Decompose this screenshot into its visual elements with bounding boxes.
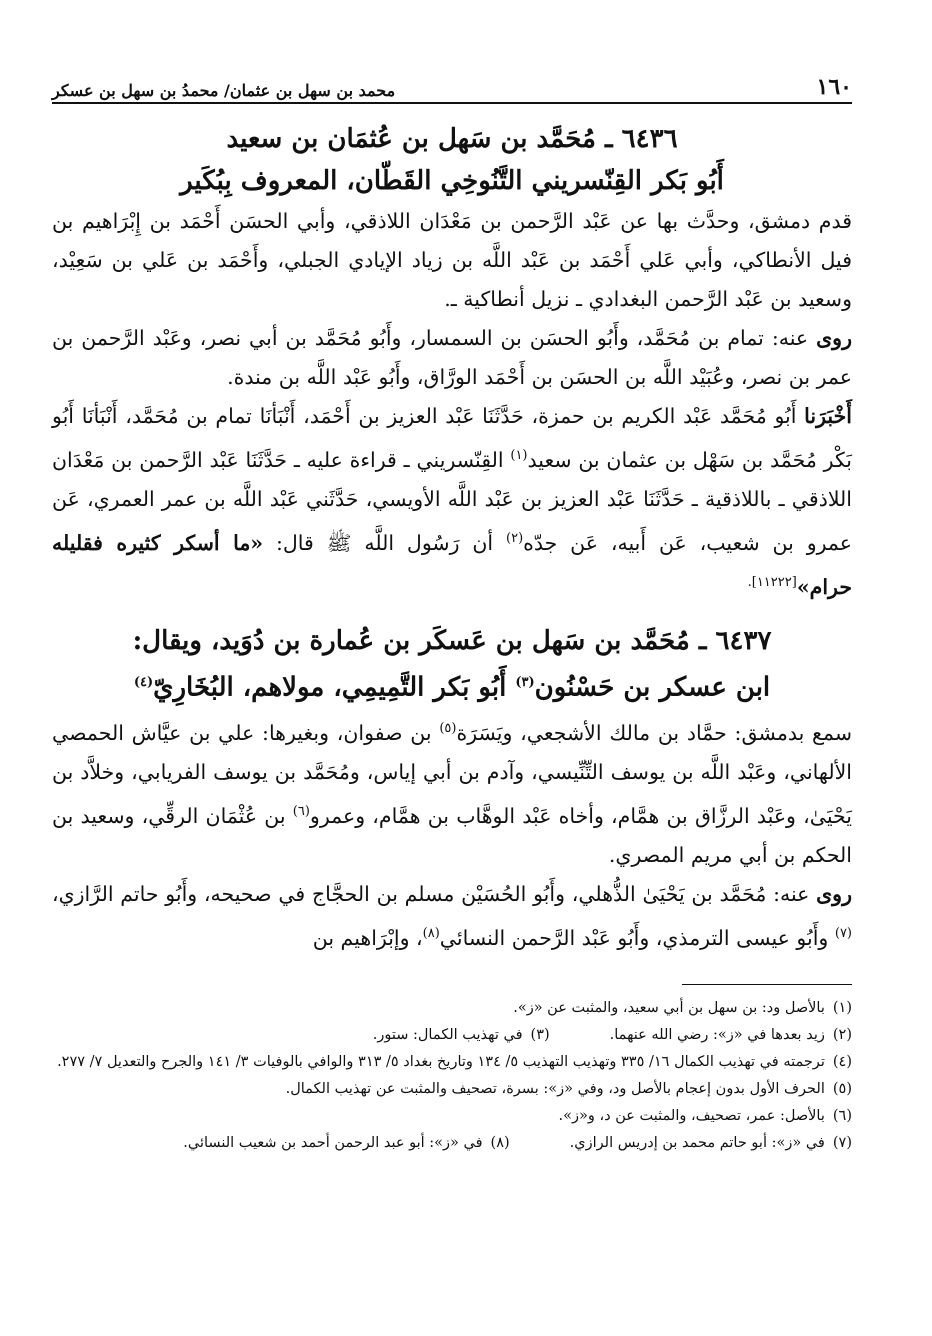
entry-6436-para-isnad: [52, 397, 852, 606]
footnote-ref-5[interactable]: (٥): [439, 721, 457, 737]
footnote-text: بالأصل: عمر، تصحيف، والمثبت عن د، و«ز».: [558, 1107, 825, 1124]
footnote-number: (٥): [832, 1080, 852, 1097]
footnote-1: [52, 995, 852, 1022]
lead-word: روى: [816, 326, 852, 350]
footnote-number: (٨): [490, 1134, 510, 1151]
footnote-text: بالأصل ود: بن سهل بن أبي سعيد، والمثبت عن «ز».: [513, 999, 825, 1016]
para-text: سمع بدمشق: حمَّاد بن مالك الأشجعي، ويَسَرَة: [456, 720, 852, 745]
footnote-text: ترجمته في تهذيب الكمال ١٦/ ٣٣٥ وتهذيب التهذيب ٥/ ١٣٤ وتاريخ بغداد ٥/ ٣١٣ والوافي بالوفيات ٣/ ١٤١ والجرح والتعديل ٧/ ٢٧٧.: [57, 1053, 825, 1070]
footnote-2: [610, 1022, 852, 1049]
page-number: ١٦٠: [816, 74, 852, 100]
footnote-number: (٢): [832, 1026, 852, 1043]
footnote-row: [52, 1130, 852, 1157]
footnote-8: [183, 1130, 509, 1157]
entry-6436-title: [52, 118, 852, 202]
footnote-ref-7[interactable]: (٧): [834, 925, 852, 941]
para-text: عنه: مُحَمَّد بن يَحْيَىٰ الذُّهلي، وأَبُو الحُسَيْن مسلم بن الحجَّاج في صحيحه، وأَبُو حاتم الرَّازي،: [52, 881, 810, 906]
footnote-text: زيد بعدها في «ز»: رضي الله عنهما.: [609, 1026, 825, 1043]
para-text: وأَبُو عيسى الترمذي، وأَبُو عَبْد الرَّحمن النسائي: [439, 925, 829, 950]
para-text: القِنّسريني ـ قراءة عليه ـ حَدَّثَنَا عَبْد الرَّحمن بن مَعْدَان اللاذقي ـ باللاذقية ـ حَدَّثَنَا عَبْد العزيز بن عَبْد اللَّه الأويسي، حَدَّثَني عَبْد اللَّه بن عمر العمري، عَن عمرو بن شعيب، عَن أَبيه، عَن جدّه: [52, 447, 852, 555]
title-part: أَبُو بَكر التَّمِيمِي، مولاهم، البُخَارِيّ: [153, 673, 507, 704]
lead-word: أَخْبَرَنا: [804, 404, 852, 428]
footnote-ref-6[interactable]: (٦): [292, 803, 310, 819]
footnote-separator: [682, 984, 852, 985]
entry-6437-title: [52, 620, 852, 709]
para-text: ، وإبْرَاهيم بن: [312, 925, 423, 950]
para-text: أن رَسُول اللَّه ﷺ قال:: [276, 530, 494, 555]
footnote-number: (٤): [832, 1053, 852, 1070]
para-text: بن عُثْمَان الرقِّي، وسعيد بن الحكم بن أبي مريم المصري.: [52, 803, 852, 867]
footnote-ref-8[interactable]: (٨): [422, 925, 440, 941]
entry-6437-para-narrators: [52, 875, 852, 958]
para-text: أَبُو مُحَمَّد عَبْد الكريم بن حمزة، حَدَّثَنَا عَبْد العزيز بن أَحْمَد، أَنْبَأنَا تمام بن مُحَمَّد، أَنْبَأنَا أَبُو بَكْر مُحَمَّد بن سَهْل بن عثمان بن سعيد: [52, 404, 852, 472]
entry-6436-para-narrators: [52, 319, 852, 397]
footnote-4: [52, 1049, 852, 1076]
page-header: [52, 66, 852, 104]
footnote-ref-2[interactable]: (٢): [506, 530, 524, 546]
footnote-ref-1[interactable]: (١): [510, 448, 528, 463]
lead-word: روى: [816, 881, 852, 906]
footnote-5: [52, 1076, 852, 1103]
entry-6436-title-line1: ٦٤٣٦ ـ مُحَمَّد بن سَهل بن عُثمَان بن سعيد: [226, 124, 678, 154]
footnote-text: في «ز»: أبو حاتم محمد بن إدريس الرازي.: [569, 1134, 825, 1151]
book-page: [52, 66, 852, 1157]
entry-6437-title-line1: ٦٤٣٧ ـ مُحَمَّد بن سَهل بن عَسكَر بن عُمارة بن دُوَيد، ويقال:: [132, 626, 772, 657]
footnote-ref-3[interactable]: (٣): [515, 675, 535, 691]
hadith-number: [١١٢٢٢].: [747, 574, 797, 590]
para-text: بن صفوان، وبغيرها: علي بن عيَّاش الحمصي الألهاني، وعَبْد اللَّه بن يوسف التِّنِّيسي، وآدم بن أبي إياس، ومُحَمَّد بن يوسف الفريابي، وخلاَّد بن يَحْيَىٰ، وعَبْد الرزَّاق بن همَّام، وأخاه عَبْد الوهَّاب بن همَّام، وعمرو: [52, 720, 852, 828]
entry-6437-title-line2: [52, 662, 852, 709]
footnote-text: في «ز»: أبو عبد الرحمن أحمد بن شعيب النسائي.: [183, 1134, 483, 1151]
footnote-7: [570, 1130, 852, 1157]
footnote-number: (٧): [832, 1134, 852, 1151]
footnote-number: (١): [832, 999, 852, 1016]
title-part: ابن عسكر بن حَسْنُون: [534, 673, 771, 704]
entry-6436-para-arrival: قدم دمشق، وحدَّث بها عن عَبْد الرَّحمن بن مَعْدَان اللاذقي، وأبي الحسَن أَحْمَد بن إِبْرَاهيم بن فيل الأنطاكي، وأبي عَلي أَحْمَد بن عَبْد اللَّه بن زياد الإيادي الجبلي، وأَحْمَد بن عَلي بن سَعِيْد، وسعيد بن عَبْد الرَّحمن البغدادي ـ نزيل أنطاكية ـ.: [52, 209, 852, 311]
para-text: عنه: تمام بن مُحَمَّد، وأَبُو الحسَن بن السمسار، وأَبُو مُحَمَّد بن أبي نصر، وعَبْد الرَّحمن بن عمر بن نصر، وعُبَيْد اللَّه بن الحسَن بن أَحْمَد الورَّاق، وأَبُو عَبْد اللَّه بن مندة.: [52, 326, 852, 389]
footnote-3: [373, 1022, 550, 1049]
footnote-6: [52, 1103, 852, 1130]
running-head: محمد بن سهل بن عثمان/ محمدُ بن سهل بن عسكر: [52, 81, 396, 100]
footnote-text: الحرف الأول بدون إعجام بالأصل ود، وفي «ز»: بسرة، تصحيف والمثبت عن تهذيب الكمال.: [285, 1080, 825, 1097]
footnote-row: [52, 1022, 852, 1049]
entry-6437-para-heard: [52, 709, 852, 875]
footnote-number: (٣): [530, 1026, 550, 1043]
footnote-text: في تهذيب الكمال: ستور.: [372, 1026, 523, 1043]
entry-6436-title-line2: أَبُو بَكر القِنّسريني التَّنُوخِي القَطّان، المعروف بِبُكَير: [180, 166, 724, 196]
footnote-ref-4[interactable]: (٤): [133, 675, 154, 691]
footnotes: [52, 995, 852, 1157]
footnote-number: (٦): [832, 1107, 852, 1124]
hadith-text: «ما أسكر كثيره فقليله حرام»: [52, 530, 852, 599]
